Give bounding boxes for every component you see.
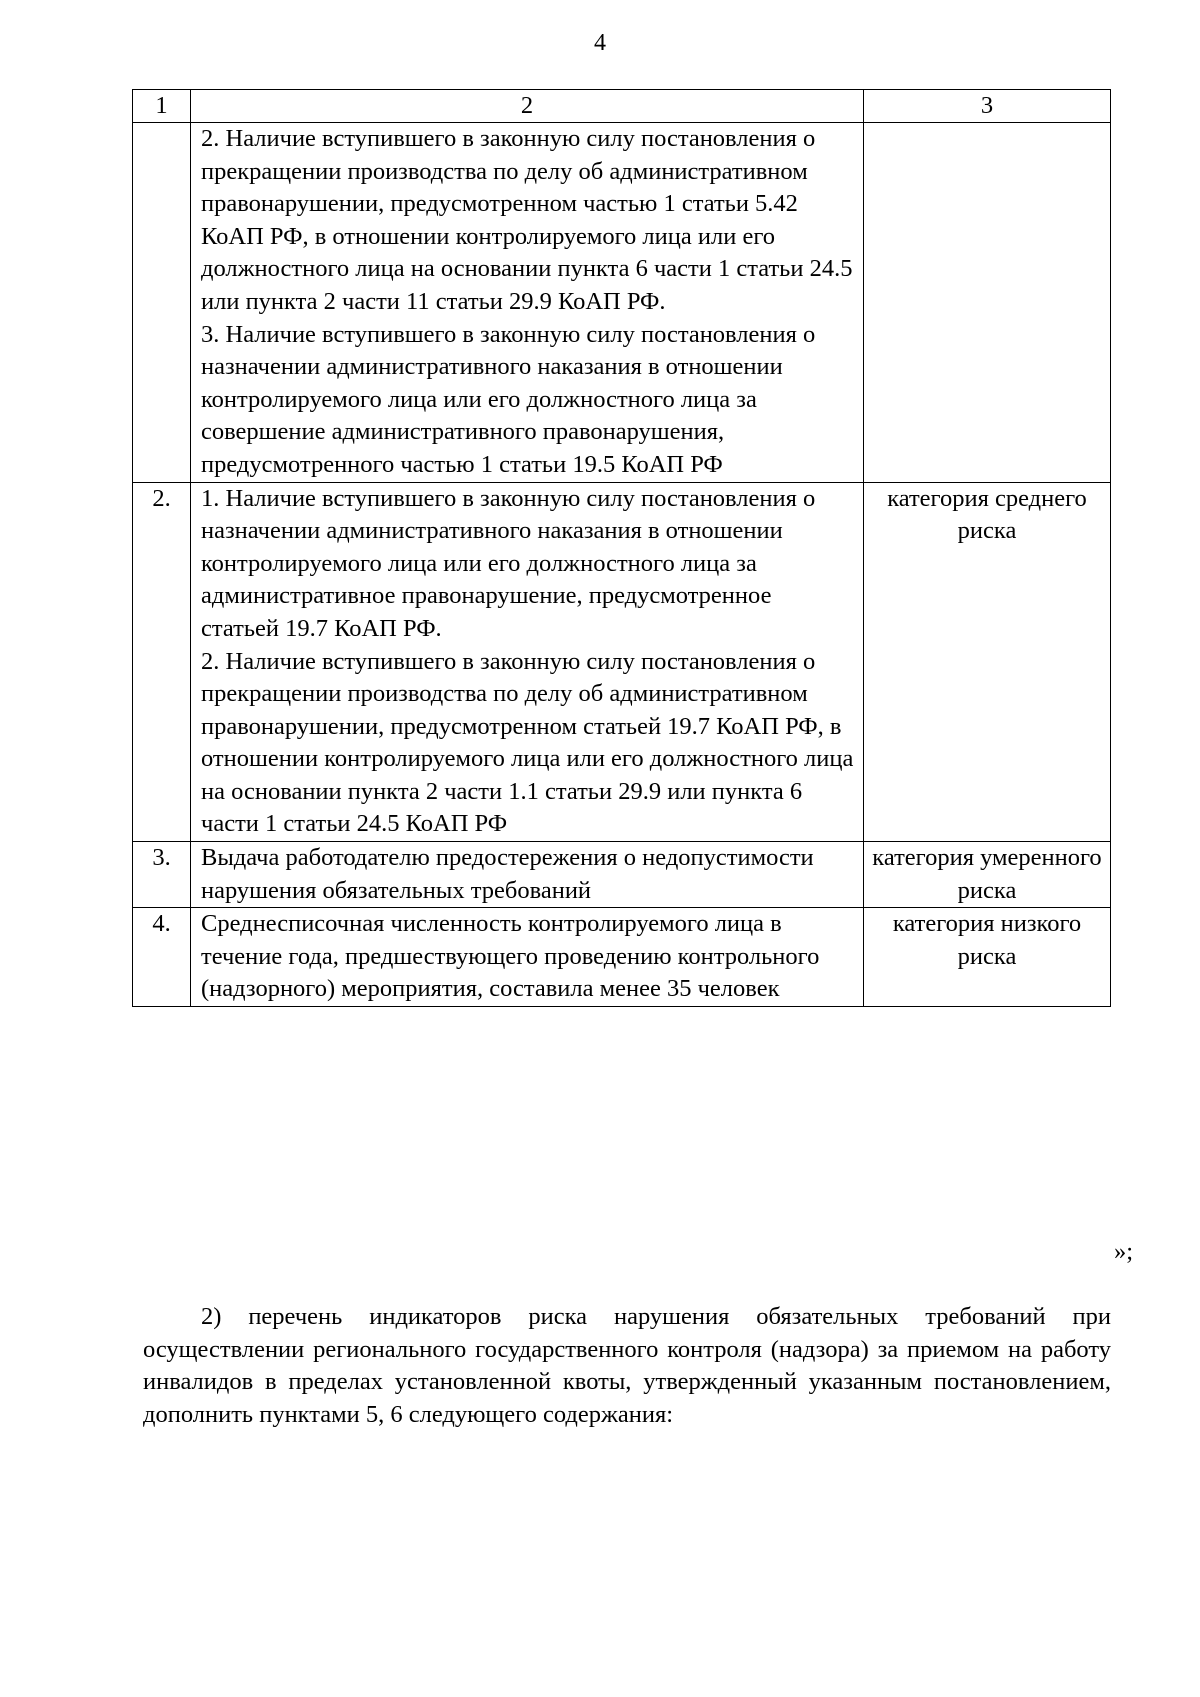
indicator-paragraph: 2. Наличие вступившего в законную силу постановления о прекращении производства по делу об административном правонарушении, предусмотренном статьей 19.7 КоАП РФ, в отношении контролируемого лица или его должностного лица на основании пункта 2 части 1.1 статьи 29.9 или пункта 6 части 1 статьи 24.5 КоАП РФ bbox=[201, 647, 854, 838]
indicator-cell bbox=[191, 482, 864, 842]
column-header-2: 2 bbox=[191, 90, 864, 123]
row-number: 2. bbox=[133, 482, 191, 842]
table-header-row bbox=[133, 90, 1111, 123]
row-number bbox=[133, 123, 191, 483]
indicator-cell bbox=[191, 842, 864, 908]
risk-category bbox=[864, 123, 1111, 483]
row-number: 4. bbox=[133, 908, 191, 1007]
table-row bbox=[133, 908, 1111, 1007]
indicator-cell bbox=[191, 123, 864, 483]
indicator-cell bbox=[191, 908, 864, 1007]
body-paragraph: 2) перечень индикаторов риска нарушения обязательных требований при осуществлении регионального государственного контроля (надзора) за приемом на работу инвалидов в пределах установленной квоты, утвержденный указанным постановлением, дополнить пунктами 5, 6 следующего содержания: bbox=[143, 1303, 1111, 1428]
indicator-paragraph: 2. Наличие вступившего в законную силу постановления о прекращении производства по делу об административном правонарушении, предусмотренном частью 1 статьи 5.42 КоАП РФ, в отношении контролируемого лица или его должностного лица на основании пункта 6 части 1 статьи 24.5 или пункта 2 части 11 статьи 29.9 КоАП РФ. bbox=[201, 125, 853, 315]
closing-quote-mark: »; bbox=[1114, 1238, 1134, 1265]
risk-category: категория низкого риска bbox=[864, 908, 1111, 1007]
table-row bbox=[133, 482, 1111, 842]
risk-indicator-table bbox=[132, 89, 1111, 1007]
indicator-paragraph: 1. Наличие вступившего в законную силу постановления о назначении административного наказания в отношении контролируемого лица или его должностного лица за административное правонарушение, предусмотренное статьей 19.7 КоАП РФ. bbox=[201, 484, 816, 642]
risk-category: категория умеренного риска bbox=[864, 842, 1111, 908]
indicator-paragraph: Среднесписочная численность контролируемого лица в течение года, предшествующего проведению контрольного (надзорного) мероприятия, составила менее 35 человек bbox=[201, 910, 820, 1003]
table-row bbox=[133, 123, 1111, 483]
column-header-1: 1 bbox=[133, 90, 191, 123]
table-row bbox=[133, 842, 1111, 908]
page-number: 4 bbox=[594, 30, 606, 56]
indicator-paragraph: 3. Наличие вступившего в законную силу постановления о назначении административного наказания в отношении контролируемого лица или его должностного лица за совершение административного правонарушения, предусмотренного частью 1 статьи 19.5 КоАП РФ bbox=[201, 320, 816, 478]
risk-category: категория среднего риска bbox=[864, 482, 1111, 842]
column-header-3: 3 bbox=[864, 90, 1111, 123]
indicator-paragraph: Выдача работодателю предостережения о недопустимости нарушения обязательных требований bbox=[201, 844, 814, 904]
row-number: 3. bbox=[133, 842, 191, 908]
